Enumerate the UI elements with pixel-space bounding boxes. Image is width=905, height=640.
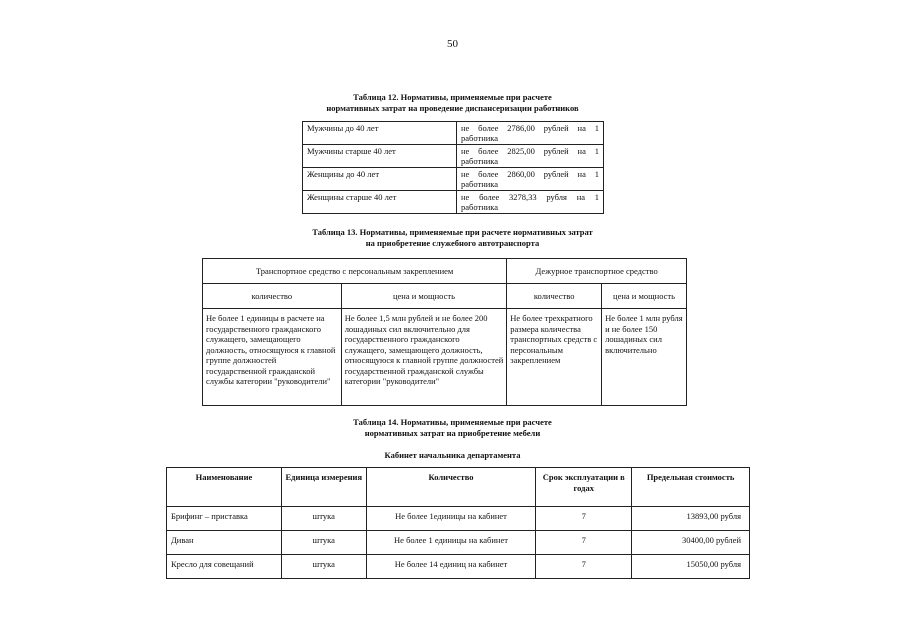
value-word: 2860,00 [507, 169, 535, 179]
value-word: 1 [594, 192, 599, 202]
value-word: 1 [594, 123, 599, 133]
cell-duty-quantity: Не более трехкратного размера количества транспортных средств с персональным закреплением [507, 309, 602, 406]
value-word: 2825,00 [507, 146, 535, 156]
value-word: работника [461, 201, 499, 212]
value-word: рубля [546, 192, 567, 202]
cell-personal-price: Не более 1,5 млн рублей и не более 200 лошадиных сил включительно для государственного гражданского служащего, замещающего должность, относящуюся к главной группе должностей государственной гражданской службы категории "руководители" [341, 309, 507, 406]
table14 [166, 467, 750, 579]
value-word: более [479, 192, 500, 202]
table-row [303, 168, 604, 191]
table14-caption-line1: Таблица 14. Нормативы, применяемые при расчете [353, 417, 552, 427]
cell-unit: штука [281, 507, 366, 531]
table12-caption [0, 92, 905, 114]
table14-caption [0, 417, 905, 439]
cell-quantity: Не более 1 единицы на кабинет [366, 531, 536, 555]
table-row [303, 191, 604, 214]
cell-price: 30400,00 рублей [632, 531, 750, 555]
value-word: на [577, 146, 586, 156]
cell-quantity: Не более 1единицы на кабинет [366, 507, 536, 531]
row-value [457, 145, 604, 168]
subheader-price-power: цена и мощность [341, 284, 507, 309]
column-header: Единица измерения [281, 468, 366, 507]
table13-caption-line2: на приобретение служебного автотранспорта [365, 238, 540, 248]
value-word: 2786,00 [507, 123, 535, 133]
subheader-price-power: цена и мощность [602, 284, 687, 309]
value-word: не [461, 123, 470, 133]
value-word: рублей [543, 123, 569, 133]
value-word: рублей [543, 169, 569, 179]
value-word: 1 [594, 146, 599, 156]
row-label: Женщины до 40 лет [303, 168, 457, 191]
column-header: Срок эксплуатации в годах [536, 468, 632, 507]
cell-price: 13893,00 рубля [632, 507, 750, 531]
cell-name: Брифинг – приставка [167, 507, 282, 531]
cell-years: 7 [536, 507, 632, 531]
row-value [457, 168, 604, 191]
value-word: 1 [594, 169, 599, 179]
value-word: более [478, 169, 499, 179]
table12-caption-line2: нормативных затрат на проведение диспансеризации работников [326, 103, 579, 113]
column-header: Количество [366, 468, 536, 507]
table14-subcaption: Кабинет начальника департамента [384, 450, 521, 460]
cell-unit: штука [281, 555, 366, 579]
value-word: работника [461, 132, 499, 143]
column-header: Предельная стоимость [632, 468, 750, 507]
table13-caption [0, 227, 905, 249]
header-personal-vehicle: Транспортное средство с персональным закреплением [203, 259, 507, 284]
value-word: рублей [543, 146, 569, 156]
value-word: не [461, 146, 470, 156]
row-value [457, 191, 604, 214]
table-row [303, 122, 604, 145]
table12-caption-line1: Таблица 12. Нормативы, применяемые при расчете [353, 92, 552, 102]
cell-name: Диван [167, 531, 282, 555]
value-word: работника [461, 178, 499, 189]
page-number: 50 [447, 38, 458, 50]
cell-years: 7 [536, 555, 632, 579]
value-word: более [478, 146, 499, 156]
cell-duty-price: Не более 1 млн рубля и не более 150 лошадиных сил включительно [602, 309, 687, 406]
cell-years: 7 [536, 531, 632, 555]
value-word: не [461, 169, 470, 179]
subheader-quantity: количество [203, 284, 342, 309]
subheader-quantity: количество [507, 284, 602, 309]
table14-caption-line2: нормативных затрат на приобретение мебели [364, 428, 541, 438]
cell-unit: штука [281, 531, 366, 555]
value-word: на [576, 192, 586, 202]
value-word: на [577, 123, 586, 133]
table-row [167, 555, 750, 579]
cell-price: 15050,00 рубля [632, 555, 750, 579]
table-row [303, 145, 604, 168]
table12 [302, 121, 604, 214]
cell-name: Кресло для совещаний [167, 555, 282, 579]
table13-caption-line1: Таблица 13. Нормативы, применяемые при расчете нормативных затрат [312, 227, 593, 237]
row-label: Женщины старше 40 лет [303, 191, 457, 214]
row-value [457, 122, 604, 145]
header-duty-vehicle: Дежурное транспортное средство [507, 259, 687, 284]
cell-personal-quantity: Не более 1 единицы в расчете на государственного гражданского служащего, замещающего должность, относящуюся к главной группе должностей государственной гражданской службы категории "руководители" [203, 309, 342, 406]
cell-quantity: Не более 14 единиц на кабинет [366, 555, 536, 579]
table-row [167, 507, 750, 531]
value-word: работника [461, 155, 499, 166]
column-header: Наименование [167, 468, 282, 507]
value-word: более [478, 123, 499, 133]
table-row [167, 531, 750, 555]
table13 [202, 258, 687, 406]
value-word: на [577, 169, 586, 179]
row-label: Мужчины старше 40 лет [303, 145, 457, 168]
value-word: 3278,33 [509, 192, 537, 202]
value-word: не [461, 192, 470, 202]
row-label: Мужчины до 40 лет [303, 122, 457, 145]
